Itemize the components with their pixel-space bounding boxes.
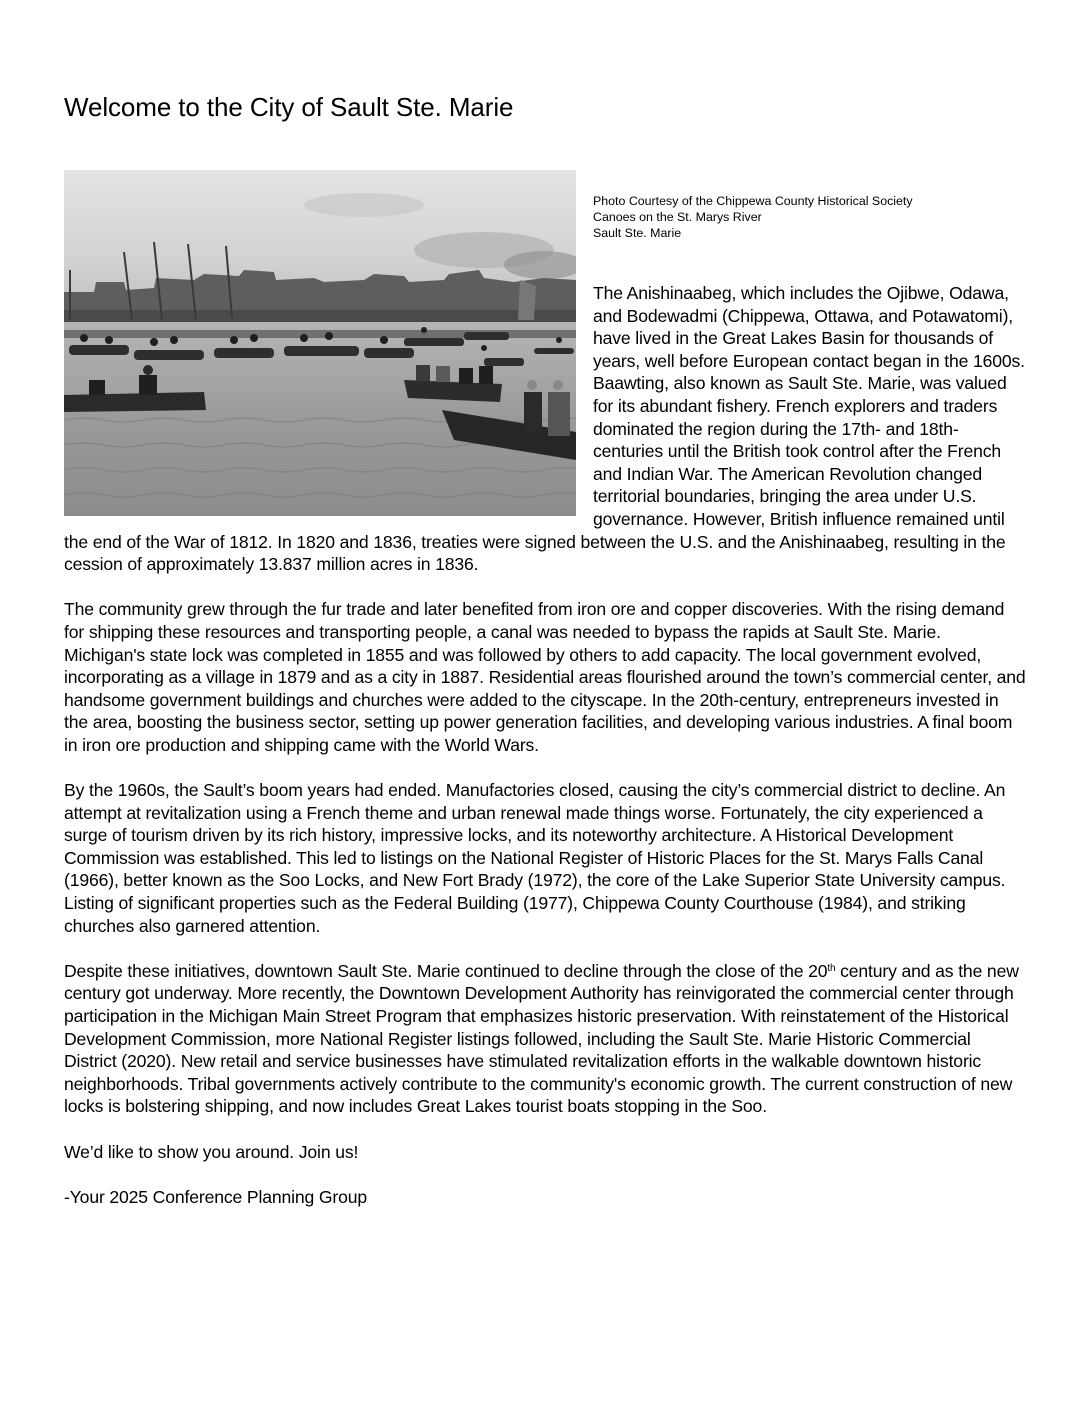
caption-subject: Canoes on the St. Marys River	[593, 210, 762, 224]
paragraph-decline-tourism: By the 1960s, the Sault’s boom years had ended. Manufactories closed, causing the city’s commercial district to decline. An attempt at revitalization using a French theme and urban renewal made things worse. Fortunately, the city experienced a surge of tourism driven by its rich history, impressive locks, and its noteworthy architecture. A Historical Development Commission was established. This led to listings on the National Register of Historic Places for the St. Marys Falls Canal (1966), better known as the Soo Locks, and New Fort Brady (1972), the core of the Lake Superior State University campus. Listing of significant properties such as the Federal Building (1977), Chippewa County Courthouse (1984), and striking churches also garnered attention.	[64, 780, 1006, 936]
ordinal-superscript: th	[827, 962, 836, 974]
article-body	[64, 282, 1026, 1231]
paragraph-growth: The community grew through the fur trade and later benefited from iron ore and copper discoveries. With the rising demand for shipping these resources and transporting people, a canal was needed to bypass the rapids at Sault Ste. Marie. Michigan's state lock was completed in 1855 and was followed by others to add capacity. The local government evolved, incorporating as a village in 1879 and as a city in 1887. Residential areas flourished around the town’s commercial center, and handsome government buildings and churches were added to the cityscape. In the 20th-century, entrepreneurs invested in the area, boosting the business sector, setting up power generation facilities, and developing various industries. A final boom in iron ore production and shipping came with the World Wars.	[64, 599, 1026, 755]
caption-credit: Photo Courtesy of the Chippewa County Historical Society	[593, 194, 913, 208]
paragraph-revitalization	[64, 960, 1026, 1118]
page-title: Welcome to the City of Sault Ste. Marie	[64, 92, 514, 122]
paragraph-text-start: Despite these initiatives, downtown Sault Ste. Marie continued to decline through the close of the 20	[64, 960, 828, 981]
paragraph-history: The Anishinaabeg, which includes the Ojibwe, Odawa, and Bodewadmi (Chippewa, Ottawa, and Potawatomi), have lived in the Great Lakes Basin for thousands of years, well before European contact began in the 1600s. Baawting, also known as Sault Ste. Marie, was valued for its abundant fishery. French explorers and traders dominated the region during the 17th- and 18th-centuries until the British took control after the French and Indian War. The American Revolution changed territorial boundaries, bringing the area under U.S. governance. However, British influence remained until the end of the War of 1812. In 1820 and 1836, treaties were signed between the U.S. and the Anishinaabeg, resulting in the cession of approximately 13.837 million acres in 1836.	[64, 283, 1025, 575]
photo-wrap-spacer	[64, 282, 593, 508]
photo-caption	[593, 193, 913, 241]
caption-location: Sault Ste. Marie	[593, 226, 682, 240]
paragraph-text-end: century and as the new century got underway. More recently, the Downtown Development Authority has reinvigorated the commercial center through participation in the Michigan Main Street Program that emphasizes historic preservation. With reinstatement of the Historical Development Commission, more National Register listings followed, including the Sault Ste. Marie Historic Commercial District (2020). New retail and service businesses have stimulated revitalization efforts in the walkable downtown historic neighborhoods. Tribal governments actively contribute to the community's economic growth. The current construction of new locks is bolstering shipping, and now includes Great Lakes tourist boats stopping in the Soo.	[64, 960, 1019, 1117]
signature: -Your 2025 Conference Planning Group	[64, 1186, 368, 1207]
closing-invitation: We’d like to show you around. Join us!	[64, 1141, 359, 1162]
